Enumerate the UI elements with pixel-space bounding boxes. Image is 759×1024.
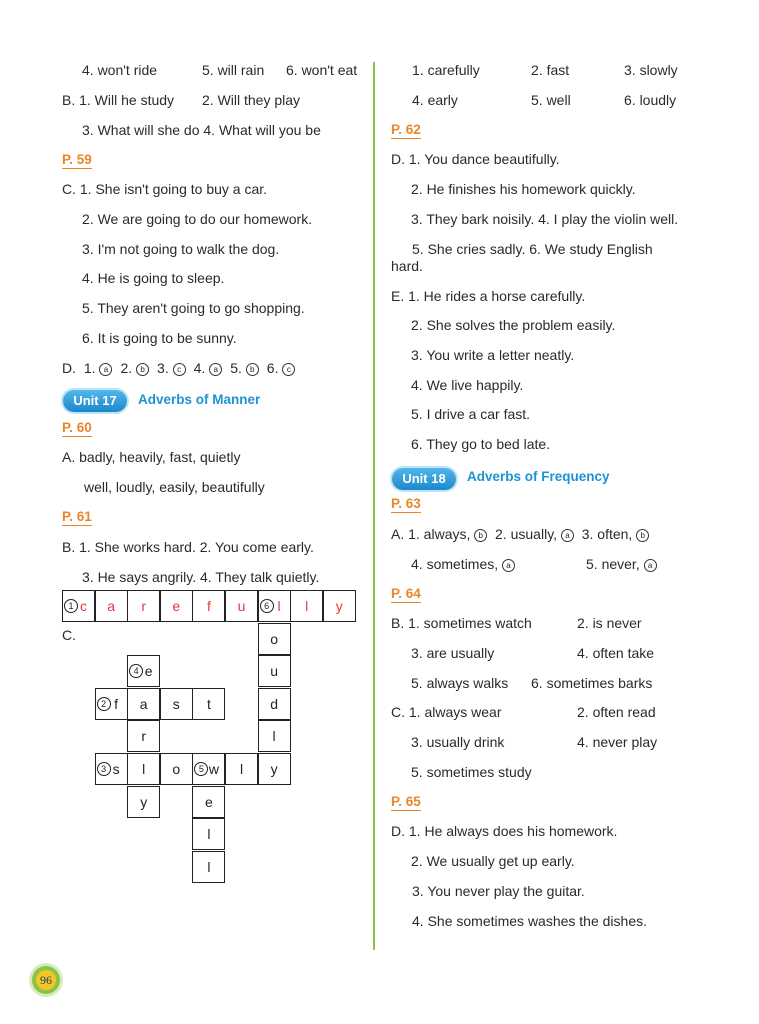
page-number: 96 (36, 970, 56, 990)
crossword-cell (192, 590, 225, 622)
answer-line: 6. It is going to be sunny. (82, 330, 237, 346)
circled-letter: a (561, 529, 574, 542)
answer-text: 5. never, (586, 556, 640, 572)
crossword-letter: d (270, 695, 278, 712)
answer-line: A. badly, heavily, fast, quietly (62, 449, 241, 465)
answer-line: 6. loudly (624, 92, 677, 108)
crossword-cell (225, 590, 258, 622)
crossword-letter: y (270, 761, 278, 777)
answer-line: 4. often take (577, 645, 655, 661)
crossword-cell (323, 590, 356, 622)
crossword-cell (192, 753, 225, 785)
circled-letter: a (99, 363, 112, 376)
crossword-letter: r (141, 598, 147, 614)
answer-line: 6. They go to bed late. (411, 436, 551, 452)
answer-line-d (62, 360, 295, 376)
answer-line: 3. You never play the guitar. (412, 883, 585, 899)
answer-line: 4. She sometimes washes the dishes. (412, 913, 648, 929)
crossword-cell (95, 688, 128, 720)
crossword-letter: o (270, 630, 278, 647)
answer-text: 2. usually, (495, 526, 558, 542)
answer-text: 3. often, (581, 526, 633, 542)
crossword-letter: l (305, 598, 309, 614)
crossword-letter: c (80, 598, 87, 614)
clue-number: 1 (64, 599, 78, 613)
answer-line: 1. carefully (412, 62, 480, 78)
crossword-letter: a (107, 598, 115, 614)
page-ref: P. 63 (391, 496, 421, 511)
crossword-cell (192, 851, 225, 883)
crossword-letter: u (237, 598, 246, 614)
circled-letter: c (282, 363, 295, 376)
crossword-cell (258, 623, 291, 655)
answer-line: D. 1. He always does his homework. (391, 823, 618, 839)
circled-letter: b (636, 529, 649, 542)
crossword-letter: u (270, 663, 278, 680)
answer-line (391, 526, 649, 542)
crossword-letter: e (144, 663, 153, 680)
crossword-cell (192, 688, 225, 720)
crossword-cell (95, 753, 128, 785)
answer-line: 2. often read (577, 704, 656, 720)
d-item (84, 360, 113, 376)
answer-line: 5. well (531, 92, 571, 108)
answer-line: 2. Will they play (202, 92, 301, 108)
answer-text: A. 1. always, (391, 526, 471, 542)
crossword-letter: o (172, 761, 181, 777)
unit-18-title: Adverbs of Frequency (467, 469, 610, 484)
answer-line: D. 1. You dance beautifully. (391, 151, 560, 167)
d-item (194, 360, 223, 376)
crossword-letter: s (112, 761, 120, 777)
answer-line: 5. I drive a car fast. (411, 406, 531, 422)
circled-letter: a (644, 559, 657, 572)
crossword-cell (160, 590, 193, 622)
d-item-number: 3. (157, 360, 173, 376)
crossword-letter: a (139, 695, 148, 712)
crossword-cell (95, 590, 128, 622)
answer-line: 3. They bark noisily. 4. I play the violin well. (411, 211, 679, 227)
unit-17-title: Adverbs of Manner (138, 392, 261, 407)
crossword-cell (160, 753, 193, 785)
column-divider (373, 62, 375, 950)
crossword-cell (127, 590, 160, 622)
d-item (157, 360, 186, 376)
circled-letter: a (209, 363, 222, 376)
crossword-cell (258, 753, 291, 785)
d-item-number: 4. (193, 360, 210, 376)
d-prefix: D. (62, 360, 76, 376)
crossword-letter: l (142, 761, 146, 777)
answer-line: hard. (391, 258, 423, 274)
crossword-letter: l (272, 728, 276, 745)
answer-line: C. 1. always wear (391, 704, 502, 720)
crossword-cell (290, 590, 323, 622)
crossword-cell (225, 753, 258, 785)
d-item (267, 360, 296, 376)
crossword-letter: r (141, 728, 147, 745)
d-item (230, 360, 259, 376)
circled-letter: a (502, 559, 515, 572)
crossword-letter: s (172, 695, 180, 712)
crossword-letter: e (204, 793, 213, 810)
crossword-letter: l (277, 598, 281, 614)
answer-line: 2. is never (577, 615, 642, 631)
answer-text: 4. sometimes, (411, 556, 499, 572)
crossword-cell (192, 818, 225, 850)
crossword-letter: f (206, 598, 211, 614)
crossword-cell (127, 688, 160, 720)
clue-number: 5 (194, 762, 208, 776)
crossword-cell (127, 753, 160, 785)
answer-line: 2. We usually get up early. (411, 853, 575, 869)
d-item (120, 360, 149, 376)
circled-letter: c (173, 363, 186, 376)
unit-17-badge: Unit 17 (63, 390, 127, 412)
answer-line: 4. never play (577, 734, 658, 750)
answer-line: 3. usually drink (411, 734, 505, 750)
crossword-cell (160, 688, 193, 720)
answer-line: C. 1. She isn't going to buy a car. (62, 181, 268, 197)
answer-line: 2. He finishes his homework quickly. (411, 181, 636, 197)
circled-letter: b (474, 529, 487, 542)
answer-line: 3. are usually (411, 645, 495, 661)
answer-line: 3. You write a letter neatly. (411, 347, 575, 363)
answer-line: 3. He says angrily. 4. They talk quietly. (82, 569, 320, 585)
crossword-letter: t (206, 695, 211, 712)
page-ref: P. 64 (391, 586, 421, 601)
circled-letter: b (246, 363, 259, 376)
crossword-letter: f (114, 695, 119, 712)
crossword-letter: l (239, 761, 244, 777)
answer-line: 5. sometimes study (411, 764, 532, 780)
answer-line: E. 1. He rides a horse carefully. (391, 288, 586, 304)
clue-number: 4 (129, 664, 143, 678)
crossword-letter: l (207, 826, 211, 843)
crossword-letter: l (207, 858, 211, 875)
crossword-letter: e (172, 598, 181, 614)
answer-line: 4. early (412, 92, 458, 108)
answer-line: 5. They aren't going to go shopping. (82, 300, 305, 316)
answer-line: 2. We are going to do our homework. (82, 211, 313, 227)
answer-line: 3. I'm not going to walk the dog. (82, 241, 280, 257)
answer-line: 4. We live happily. (411, 377, 524, 393)
page-ref: P. 59 (62, 152, 92, 167)
unit-18-badge: Unit 18 (392, 468, 456, 490)
answer-line: well, loudly, easily, beautifully (84, 479, 265, 495)
answer-line: B. 1. sometimes watch (391, 615, 532, 631)
answer-line: 2. fast (531, 62, 570, 78)
clue-number: 2 (97, 697, 111, 711)
page-ref: P. 60 (62, 420, 92, 435)
d-item-number: 1. (83, 360, 100, 376)
answer-line: 5. will rain (202, 62, 265, 78)
answer-line: 6. won't eat (286, 62, 358, 78)
page-ref: P. 65 (391, 794, 421, 809)
crossword-letter: y (335, 598, 343, 614)
d-items (80, 360, 295, 376)
answer-line: 5. She cries sadly. 6. We study English (412, 241, 653, 257)
clue-number: 3 (97, 762, 111, 776)
d-item-number: 5. (230, 360, 246, 376)
crossword-cell (127, 720, 160, 752)
answer-line: B. 1. She works hard. 2. You come early. (62, 539, 314, 555)
answer-line: B. 1. Will he study (62, 92, 175, 108)
answer-line: 4. won't ride (82, 62, 158, 78)
crossword-letter: y (140, 793, 148, 810)
page-ref: P. 62 (391, 122, 421, 137)
crossword-cell (127, 655, 160, 687)
answer-line: 4. He is going to sleep. (82, 270, 225, 286)
crossword-cell (258, 720, 291, 752)
crossword-cell (192, 786, 225, 818)
page-ref: P. 61 (62, 509, 92, 524)
d-item-number: 2. (120, 360, 137, 376)
d-item-number: 6. (266, 360, 283, 376)
page-number-badge (32, 966, 60, 994)
answer-line: 3. What will she do 4. What will you be (82, 122, 321, 138)
circled-letter: b (136, 363, 149, 376)
crossword-cell (62, 590, 95, 622)
answer-line: 6. sometimes barks (531, 675, 653, 691)
answer-line: 3. slowly (624, 62, 678, 78)
answer-line: 5. always walks (411, 675, 509, 691)
section-label: C. (62, 627, 76, 643)
crossword-letter: w (208, 761, 219, 777)
crossword-cell (258, 688, 291, 720)
answer-line: 2. She solves the problem easily. (411, 317, 616, 333)
answer-line (411, 556, 515, 572)
clue-number: 6 (260, 599, 274, 613)
crossword-cell (258, 590, 291, 622)
crossword-cell (127, 786, 160, 818)
crossword-cell (258, 655, 291, 687)
answer-line (586, 556, 657, 572)
